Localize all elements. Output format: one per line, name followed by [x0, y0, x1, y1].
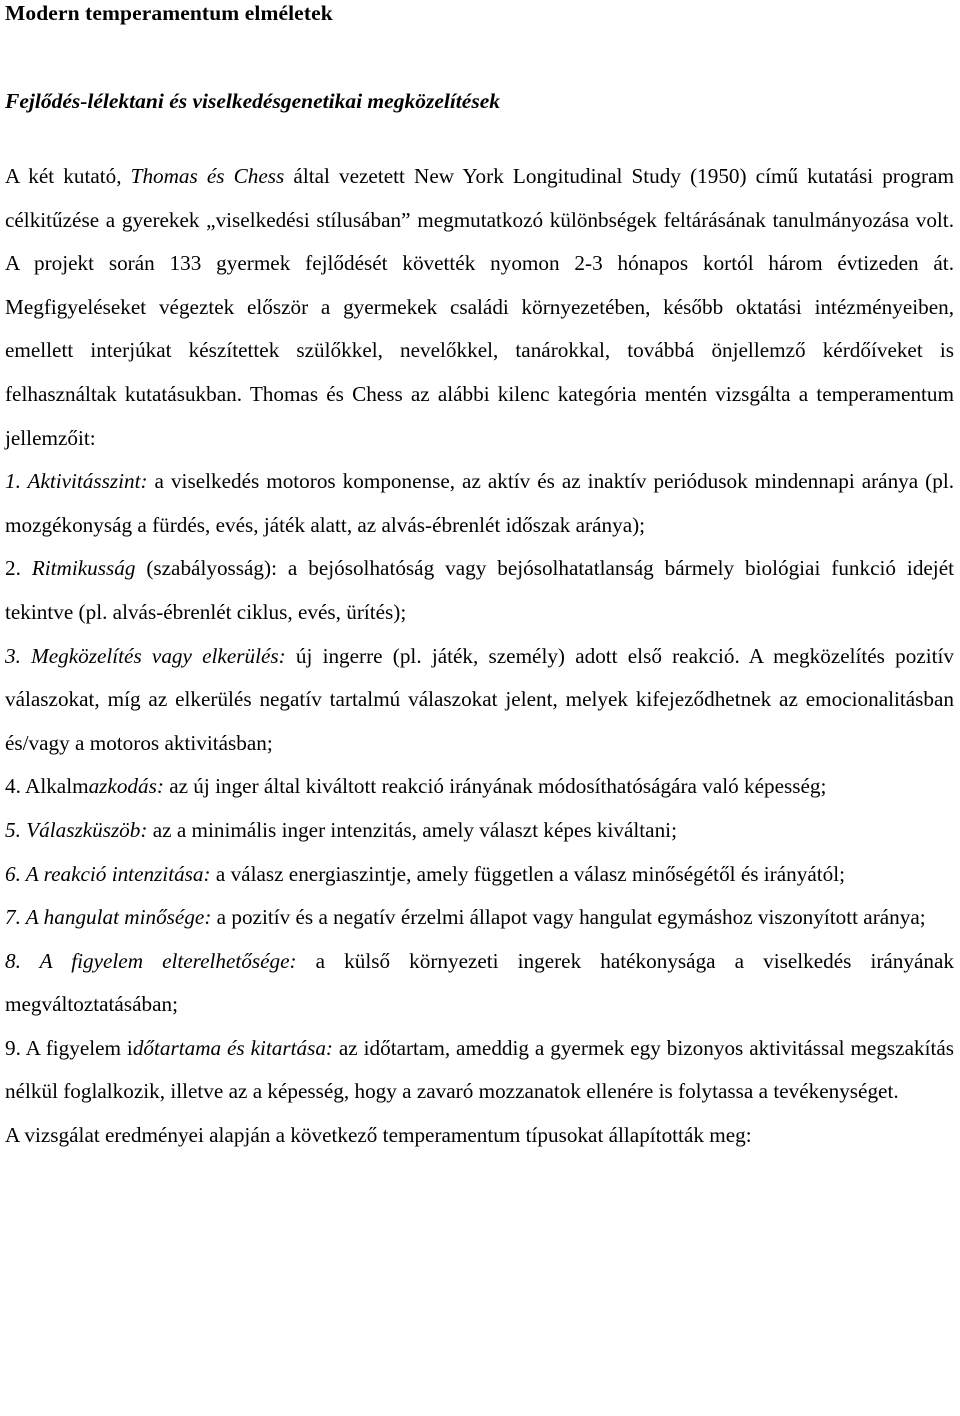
list-item-attention-span — [5, 1027, 954, 1114]
list-item-text: a külső környezeti ingerek hatékonysága a viselkedés irányának megváltoztatásában; — [5, 948, 954, 1017]
list-item-term: azkodás: — [88, 774, 164, 799]
list-item-prefix: 9. A figyelem i — [5, 1035, 133, 1060]
list-item-text: a viselkedés motoros komponense, az aktív és az inaktív periódusok mindennapi aránya (pl. mozgékonyság a fürdés, evés, játék alatt, az alvás-ébrenlét időszak aránya); — [5, 469, 954, 537]
list-item-term: 8. A figyelem elterelhetősége: — [5, 948, 297, 973]
list-item-text: az új inger által kiváltott reakció irányának módosíthatóságára való képesség; — [163, 774, 827, 799]
list-item-term: Ritmikusság — [31, 556, 136, 581]
list-item-term: 5. Válaszküszöb: — [5, 817, 148, 842]
list-item-distractibility — [5, 940, 954, 1027]
intro-text-start: A két kutató, — [5, 164, 131, 188]
intro-paragraph — [5, 155, 954, 460]
document-subtitle: Fejlődés-lélektani és viselkedésgenetikai megközelítések — [5, 89, 500, 113]
closing-sentence: A vizsgálat eredményei alapján a következő temperamentum típusokat állapították meg: — [5, 1123, 752, 1148]
list-item-prefix: 2. — [5, 556, 32, 581]
list-item-term: 1. Aktivitásszint: — [5, 469, 148, 494]
list-item-text: az időtartam, ameddig a gyermek egy bizonyos aktivitással megszakítás nélkül foglalkozik, illetve az a képesség, hogy a zavaró mozzanatok ellenére is folytassa a tevékenységet. — [5, 1035, 954, 1104]
list-item-text: a válasz energiaszintje, amely független a válasz minőségétől és irányától; — [210, 861, 845, 886]
list-item-approach-withdrawal — [5, 635, 954, 766]
list-item-mood — [5, 896, 954, 940]
list-item-term: 6. A reakció intenzitása: — [5, 861, 211, 886]
list-item-activity-level — [5, 460, 954, 547]
list-item-text: (szabályosság): a bejósolhatóság vagy bejósolhatatlanság bármely biológiai funkció idejét tekintve (pl. alvás-ébrenlét ciklus, evés, ürítés); — [5, 556, 954, 624]
list-item-term: dőtartama és kitartása: — [132, 1035, 333, 1060]
list-item-rhythmicity — [5, 547, 954, 634]
intro-text-rest: által vezetett New York Longitudinal Study (1950) című kutatási program célkitűzése a gyerekek „viselkedési stílusában” megmutatkozó különbségek feltárásának tanulmányozása volt. A projekt során 133 gyermek fejlődését követték nyomon 2-3 hónapos kortól három évtizeden át. Megfigyeléseket végeztek először a gyermekek családi környezetében, később oktatási intézményeiben, emellett interjúkat készítettek szülőkkel, nevelőkkel, tanárokkal, továbbá önjellemző kérdőíveket is felhasználtak kutatásukban. Thomas és Chess az alábbi kilenc kategória mentén vizsgálta a temperamentum jellemzőit: — [5, 164, 954, 450]
list-item-prefix: 4. Alkalm — [5, 774, 89, 799]
list-item-adaptability — [5, 765, 954, 809]
list-item-intensity — [5, 853, 954, 897]
list-item-text: a pozitív és a negatív érzelmi állapot vagy hangulat egymáshoz viszonyított aránya; — [211, 905, 926, 930]
intro-authors: Thomas és Chess — [130, 164, 285, 188]
list-item-term: 3. Megközelítés vagy elkerülés: — [5, 643, 286, 668]
list-item-threshold — [5, 809, 954, 853]
document-title: Modern temperamentum elméletek — [5, 1, 333, 25]
list-item-text: az a minimális inger intenzitás, amely választ képes kiváltani; — [147, 817, 677, 842]
list-item-text: új ingerre (pl. játék, személy) adott első reakció. A megközelítés pozitív válaszokat, míg az elkerülés negatív tartalmú válaszokat jelent, melyek kifejeződhetnek az emocionalitásban és/vagy a motoros aktivitásban; — [5, 643, 954, 755]
list-item-term: 7. A hangulat minősége: — [5, 905, 212, 930]
